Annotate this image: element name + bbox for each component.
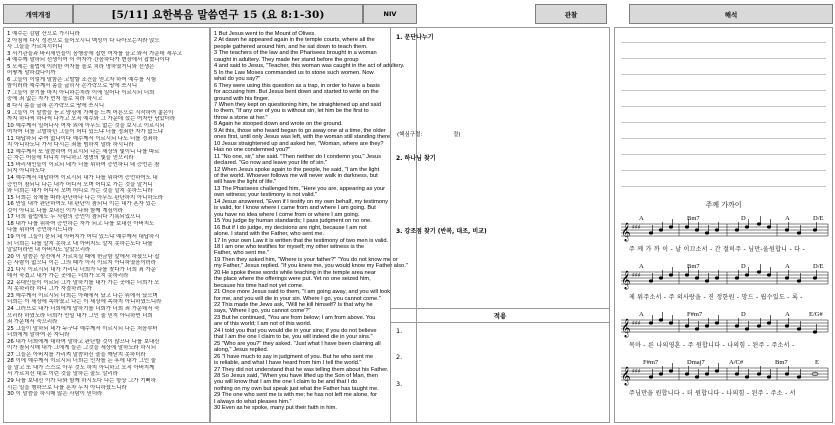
verse-line: 11 대답하되 주여 없나이다 예수께서 이르시되 나도 너를 정죄하 — [7, 135, 158, 142]
verse-line: 19 Then they asked him, "Where is your father?" "You do not know me or — [214, 256, 398, 263]
verse-line: 25 "Who are you?" they asked. "Just what I have been claiming all — [214, 340, 381, 347]
verse-line: for accusing him. But Jesus bent down and started to write on the — [214, 89, 379, 96]
application-item-2: 2. — [396, 353, 403, 361]
verse-line: 22 유대인들이 이르되 그가 말하기를 내가 가는 곳에는 너희가 오 — [7, 279, 160, 286]
verse-line: 것이 아니요 나를 보내신 이가 나와 함께 계심이라 — [7, 207, 124, 214]
verse-line: 지 못하리라 하니 그가 자결하려는가 — [7, 286, 92, 293]
verse-line: 여자여 너를 고발하던 그들이 어디 있느냐 너를 정죄한 자가 없느냐 — [7, 129, 164, 136]
key-signature: ♯♯♯ — [632, 272, 641, 279]
chord-symbol: Dmaj7 — [687, 359, 705, 366]
writing-line — [621, 90, 826, 91]
verse-line: nothing on my own but speak just what the Father has taught me. — [214, 385, 379, 392]
verse-line: alone. I stand with the Father, who sent me. — [214, 231, 325, 238]
verse-line: 4 and said to Jesus, "Teacher, this woman was caught in the act of adultery. — [214, 63, 405, 70]
verse-line: 6 그들이 이렇게 말함은 고발할 조건을 얻고자 하여 예수를 시험 — [7, 76, 157, 83]
verse-line: 23 But he continued, "You are from below; I am from above. You — [214, 314, 376, 321]
page-title: [5/11] 요한복음 말씀연구 15 (요 8:1-30) — [73, 4, 363, 24]
verse-line: 27 그들은 아버지를 가리켜 말씀하신 줄을 깨닫지 못하더라 — [7, 351, 146, 358]
notes-row-4 — [649, 363, 818, 378]
verse-line: 2 At dawn he appeared again in the temple courts, where all the — [214, 37, 375, 44]
verse-line: 서 가르치신 대로 이런 것을 말하는 줄도 알리라 — [7, 371, 118, 378]
verse-line: 27 They did not understand that he was telling them about his Father. — [214, 366, 389, 373]
verse-line: to them, "If any one of you is without sin, let him be the first to — [214, 108, 369, 115]
verse-line: 2 아침에 다시 성전으로 들어오시니 백성이 다 나아오는지라 앉으 — [7, 37, 160, 44]
verse-line: 나를 위하여 증언하시느니라 — [7, 227, 73, 234]
notes-row-3 — [649, 312, 817, 333]
verse-line: Has no one condemned you?" — [214, 147, 291, 154]
niv-header: NIV — [363, 4, 417, 24]
verse-line: ones first, until only Jesus was left, with the woman still standing there. — [214, 134, 392, 141]
chord-symbol: E/G# — [809, 311, 823, 318]
verse-line: 3 The teachers of the law and the Pharisees brought in a woman — [214, 50, 377, 57]
writing-line — [621, 106, 826, 107]
verse-line: 되 너희는 나를 알지 못하고 내 아버지도 알지 못하는도다 나를 — [7, 240, 153, 247]
verse-line: that I am the one I claim to be, you will indeed die in your sins." — [214, 334, 373, 341]
verse-line: 6 They were using this question as a trap, in order to have a basis — [214, 82, 380, 89]
verse-line: is reliable, and what I have heard from him I tell the world." — [214, 360, 362, 367]
verse-line: are of this world; I am not of this world. — [214, 321, 312, 328]
verse-line: 10 예수께서 일어나사 여자 외에 아무도 없는 것을 보시고 이르시되 — [7, 122, 165, 129]
verse-line: 8 다시 몸을 굽혀 손가락으로 땅에 쓰시니 — [7, 103, 105, 110]
verse-line: ground with his finger. — [214, 95, 270, 102]
treble-clef-icon: 𝄞 — [621, 270, 631, 289]
writing-line — [621, 154, 826, 155]
korean-text-column — [3, 27, 210, 423]
verse-line: 1 예수는 감람 산으로 가시니라 — [7, 31, 80, 37]
treble-clef-icon: 𝄞 — [621, 366, 631, 385]
writing-line — [621, 122, 826, 123]
verse-line: 12 When Jesus spoke again to the people, he said, "I am the light — [214, 166, 380, 173]
verse-line: 14 Jesus answered, "Even if I testify on my own behalf, my testimony — [214, 198, 388, 205]
verse-line: 24 그러므로 내가 너희에게 말하기를 너희가 너희 죄 가운데서 죽 — [7, 305, 160, 312]
verse-line: 는 자는 어둠에 다니지 아니하고 생명의 빛을 얻으리라 — [7, 155, 134, 162]
observation-item-find-god: 2. 하나님 찾기 — [396, 155, 436, 162]
verse-line: you will know that I am the one I claim to be and that I do — [214, 379, 358, 386]
verse-line: 7 When they kept on questioning him, he straightened up and said — [214, 101, 381, 108]
verse-line: 증언이 참되니 나는 내가 어디서 오며 어디로 가는 것을 알거니 — [7, 181, 153, 188]
verse-line: 11 "No one, sir," she said. "Then neither do I condemn you," Jesus — [214, 153, 381, 160]
verse-line: 는 사람이 없으니 이는 그의 때가 아직 이르지 아니하였음이러라 — [7, 260, 157, 267]
application-item-1: 1. — [396, 327, 403, 335]
lyric-line-2: 제 워주소서 - 주 의사랑을 - 진 정한원 - 망드 - 립수있도 - 록 - — [629, 294, 803, 301]
verse-line: own witness; your testimony is not valid." — [214, 192, 318, 199]
verse-line: 20 He spoke these words while teaching in the temple area near — [214, 269, 376, 276]
chord-symbol: A — [785, 263, 790, 270]
verse-line: 함이러라 예수께서 몸을 굽히사 손가락으로 땅에 쓰시니 — [7, 83, 138, 90]
translation-header: 개역개정 — [3, 4, 73, 24]
verse-line: 29 The one who sent me is with me; he has not left me alone, for — [214, 392, 378, 399]
treble-clef-icon: 𝄞 — [621, 222, 631, 241]
verse-line: 데서 죽겠고 내가 가는 곳에는 너희가 오지 못하리라 — [7, 273, 129, 280]
chord-symbol: A — [785, 311, 790, 318]
chord-symbol: D/E — [813, 215, 824, 222]
verse-line: caught in adultery. They made her stand before the group — [214, 56, 359, 63]
notes-row-1 — [649, 216, 817, 234]
chord-symbol: A — [785, 215, 790, 222]
key-signature: ♯♯♯ — [632, 224, 641, 231]
chord-symbol: A — [639, 311, 644, 318]
treble-clef-icon: 𝄞 — [621, 318, 631, 337]
chord-symbol: Bm7 — [687, 263, 700, 270]
verse-line: you have no idea where I come from or where I am going. — [214, 211, 360, 218]
verse-line: 28 이에 예수께서 이르시되 너희는 인자를 든 후에 내가 그인 줄 — [7, 358, 156, 365]
verse-line: 12 예수께서 또 말씀하여 이르시되 나는 세상의 빛이니 나를 따르 — [7, 148, 160, 155]
chord-symbol: A/C# — [729, 359, 744, 366]
verse-line: 20 이 말씀은 성전에서 가르치실 때에 헌금함 앞에서 하셨으나 잡 — [7, 253, 160, 260]
verse-line: declared. "Go now and leave your life of sin." — [214, 160, 328, 167]
verse-line: 18 내가 나를 위하여 증언하는 자가 되고 나를 보내신 아버지도 — [7, 220, 155, 227]
verse-line: is valid, for I know where I came from and where I am going. But — [214, 205, 376, 212]
verse-line: 4 예수께 말하되 선생이여 이 여자가 간음하다가 현장에서 잡혔나이다 — [7, 57, 170, 64]
verse-line: what do you say?" — [214, 76, 261, 83]
verse-line: because his time had not yet come. — [214, 282, 304, 289]
application-header: 적용 — [391, 308, 609, 323]
verse-line: 10 Jesus straightened up and asked her, "Woman, where are they? — [214, 140, 384, 147]
verse-line: 16 만일 내가 판단하여도 내 판단이 참되니 이는 내가 혼자 있는 — [7, 201, 156, 208]
interpretation-header: 해석 — [629, 4, 833, 24]
verse-line: 21 Once more Jesus said to them, "I am going away, and you will look — [214, 289, 391, 296]
verse-line: 26 "I have much to say in judgment of you. But he who sent me — [214, 353, 374, 360]
verse-line: 9 At this, those who heard began to go away one at a time, the older — [214, 127, 386, 134]
verse-line: 5 In the Law Moses commanded us to stone such women. Now — [214, 69, 374, 76]
application-item-3: 3. — [396, 380, 403, 388]
observation-item-emphasis: 3. 강조점 찾기 (반복, 대조, 비교) — [396, 228, 487, 235]
writing-line — [621, 186, 826, 187]
verse-line: 알았더라면 내 아버지도 알았으리라 — [7, 247, 91, 254]
chord-symbol: D/E — [813, 263, 824, 270]
chord-symbol: D — [741, 215, 746, 222]
verse-line: 5 모세는 율법에 이러한 여자를 돌로 치라 명하였거니와 선생은 — [7, 63, 155, 70]
verse-line: 14 예수께서 대답하여 이르시되 내가 나를 위하여 증언하여도 내 — [7, 175, 158, 182]
key-verse-label: (핵심구절: — [397, 132, 423, 138]
verse-line: 19 이에 그들이 묻되 네 아버지가 어디 있느냐 예수께서 대답하시 — [7, 233, 160, 240]
verse-line: 28 So Jesus said, "When you have lifted up the Son of Man, then — [214, 373, 378, 380]
observation-header: 관찰 — [535, 4, 607, 24]
key-signature: ♯♯♯ — [632, 368, 641, 375]
verse-line: 15 너희는 육체를 따라 판단하나 나는 아무도 판단하지 아니하노라 — [7, 194, 163, 201]
chord-symbol: A — [639, 215, 644, 222]
verse-line: 23 예수께서 이르시되 너희는 아래에서 났고 나는 위에서 났으며 — [7, 292, 158, 299]
niv-text-column — [210, 27, 417, 423]
verse-line: 을 알고 또 내가 스스로 아무 것도 하지 아니하고 오직 아버지께 — [7, 364, 155, 371]
verse-line: of the world. Whoever follows me will never walk in darkness, but — [214, 172, 378, 179]
verse-line: 16 But if I do judge, my decisions are right, because I am not — [214, 224, 367, 231]
verse-line: 너희에게 말하여 온 자니라 — [7, 332, 70, 339]
verse-line: 9 그들이 이 말씀을 듣고 양심에 가책을 느껴 어른으로 시작하여 젊은이 — [7, 109, 174, 116]
verse-line: 26 내가 너희에게 대하여 말하고 판단할 것이 많으나 나를 보내신 — [7, 338, 160, 345]
writing-line — [621, 170, 826, 171]
chord-symbol: D — [741, 263, 746, 270]
verse-line: 와 너희는 내가 어디서 오며 어디로 가는 것을 알지 못하느니라 — [7, 188, 153, 195]
verse-line: 으리라 하였노라 너희가 만일 내가 그인 줄 믿지 아니하면 너희 — [7, 312, 153, 319]
verse-line: 7 그들이 묻기를 마지 아니하는지라 이에 일어나 이르시되 너희 — [7, 89, 155, 96]
verse-line: 죄 가운데서 죽으리라 — [7, 319, 58, 326]
writing-line — [621, 74, 826, 75]
verse-line: for me, and you will die in your sin. Where I go, you cannot come." — [214, 295, 381, 302]
writing-line — [621, 58, 826, 59]
verse-line: 이가 참되시매 내가 그에게 들은 그것을 세상에 말하노라 하시되 — [7, 345, 157, 352]
interpretation-column — [614, 27, 833, 423]
song-title: 주께 가까이 — [705, 201, 742, 209]
verse-line: 시는 일을 행하므로 나를 혼자 두지 아니하셨느니라 — [7, 384, 127, 391]
notes-row-2 — [649, 264, 817, 282]
korean-verse-list — [7, 31, 209, 398]
verse-line: along," Jesus replied. — [214, 347, 269, 354]
lyric-line-1: 주 께 가 까 이 - 날 이끄소서 - 간 절히주 - 님만-울원합니 - 다 - — [629, 246, 805, 253]
verse-line: 25 그들이 말하되 네가 누구냐 예수께서 이르시되 나는 처음부터 — [7, 325, 158, 332]
verse-line: 너희는 이 세상에 속하였고 나는 이 세상에 속하지 아니하였느니라 — [7, 299, 162, 306]
verse-line: 29 나를 보내신 이가 나와 함께 하시도다 나는 항상 그가 기뻐하 — [7, 377, 156, 384]
verse-line: 15 You judge by human standards; I pass judgment on no one. — [214, 218, 372, 225]
verse-line: Father, who sent me." — [214, 250, 270, 257]
verse-line: 17 In your own Law it is written that the testimony of two men is valid. — [214, 237, 389, 244]
chord-symbol: A — [639, 263, 644, 270]
observation-column — [390, 27, 610, 423]
verse-line: 되지 아니하도다 — [7, 168, 46, 175]
key-verse-suffix: 절) — [453, 132, 461, 138]
verse-line: 13 The Pharisees challenged him, "Here you are, appearing as your — [214, 185, 386, 192]
lyric-line-3: 목마 - 른 나의영혼 - 주 원합니다 - 나의힘 - 된주 - 주소서 - — [629, 342, 795, 349]
verse-line: 13 바리새인들이 이르되 네가 너를 위하여 증언하니 네 증언은 참 — [7, 161, 160, 168]
verse-line: 사 그들을 가르치시더니 — [7, 44, 63, 51]
verse-line: says, 'Where I go, you cannot come'?" — [214, 308, 311, 315]
lyric-line-4: 주님만을 원합니다 - 더 원합니다 - 나의힘 - 된주 - 주소 - 서 — [629, 390, 796, 397]
writing-line — [621, 42, 826, 43]
chord-symbol: D — [741, 311, 746, 318]
verse-line: will have the light of life." — [214, 179, 277, 186]
verse-line: 8 Again he stooped down and wrote on the ground. — [214, 121, 343, 128]
key-signature: ♯♯♯ — [632, 320, 641, 327]
verse-line: 24 I told you that you would die in your sins; if you do not believe — [214, 327, 377, 334]
chord-symbol: F#m7 — [643, 359, 659, 366]
verse-line: 3 서기관들과 바리새인들이 음행중에 잡힌 여자를 끌고 와서 가운데 세우고 — [7, 50, 183, 57]
verse-line: throw a stone at her." — [214, 114, 268, 121]
niv-verse-list — [214, 31, 416, 412]
verse-line: 21 다시 이르시되 내가 가리니 너희가 나를 찾다가 너희 죄 가운 — [7, 266, 156, 273]
verse-line: 까지 하나씩 하나씩 나가고 오직 예수와 그 가운데 섰는 여자만 남았더라 — [7, 116, 176, 123]
verse-line: the place where the offerings were put. Yet no one seized him, — [214, 276, 371, 283]
observation-item-paragraphs: 1. 문단나누기 — [396, 34, 434, 41]
verse-line: 18 I am one who testifies for myself; my other witness is the — [214, 243, 365, 250]
verse-line: 30 Even as he spoke, many put their faith in him. — [214, 405, 337, 412]
verse-line: 22 This made the Jews ask, "Will he kill himself? Is that why he — [214, 302, 373, 309]
verse-line: people gathered around him, and he sat down to teach them. — [214, 43, 368, 50]
verse-line: 1 But Jesus went to the Mount of Olives. — [214, 31, 316, 37]
chord-symbol: Bm7 — [775, 359, 788, 366]
writing-line — [621, 138, 826, 139]
verse-line: my Father," Jesus replied. "If you knew me, you would know my Father also." — [214, 263, 408, 270]
verse-line: I always do what pleases him." — [214, 398, 292, 405]
verse-line: 중에 죄 없는 자가 먼저 돌로 치라 하시고 — [7, 96, 103, 103]
chord-symbol: F#m7 — [687, 311, 703, 318]
verse-line: 17 너희 율법에도 두 사람의 증언이 참되다 기록되었으니 — [7, 214, 141, 221]
chord-symbol: E — [815, 359, 819, 366]
chord-symbol: Bm7 — [687, 215, 700, 222]
verse-line: 30 이 말씀을 하시매 많은 사람이 믿더라 — [7, 391, 103, 398]
verse-line: 지 아니하노니 가서 다시는 죄를 범하지 말라 하시니라 — [7, 142, 134, 149]
verse-line: 어떻게 말하겠나이까 — [7, 70, 56, 77]
